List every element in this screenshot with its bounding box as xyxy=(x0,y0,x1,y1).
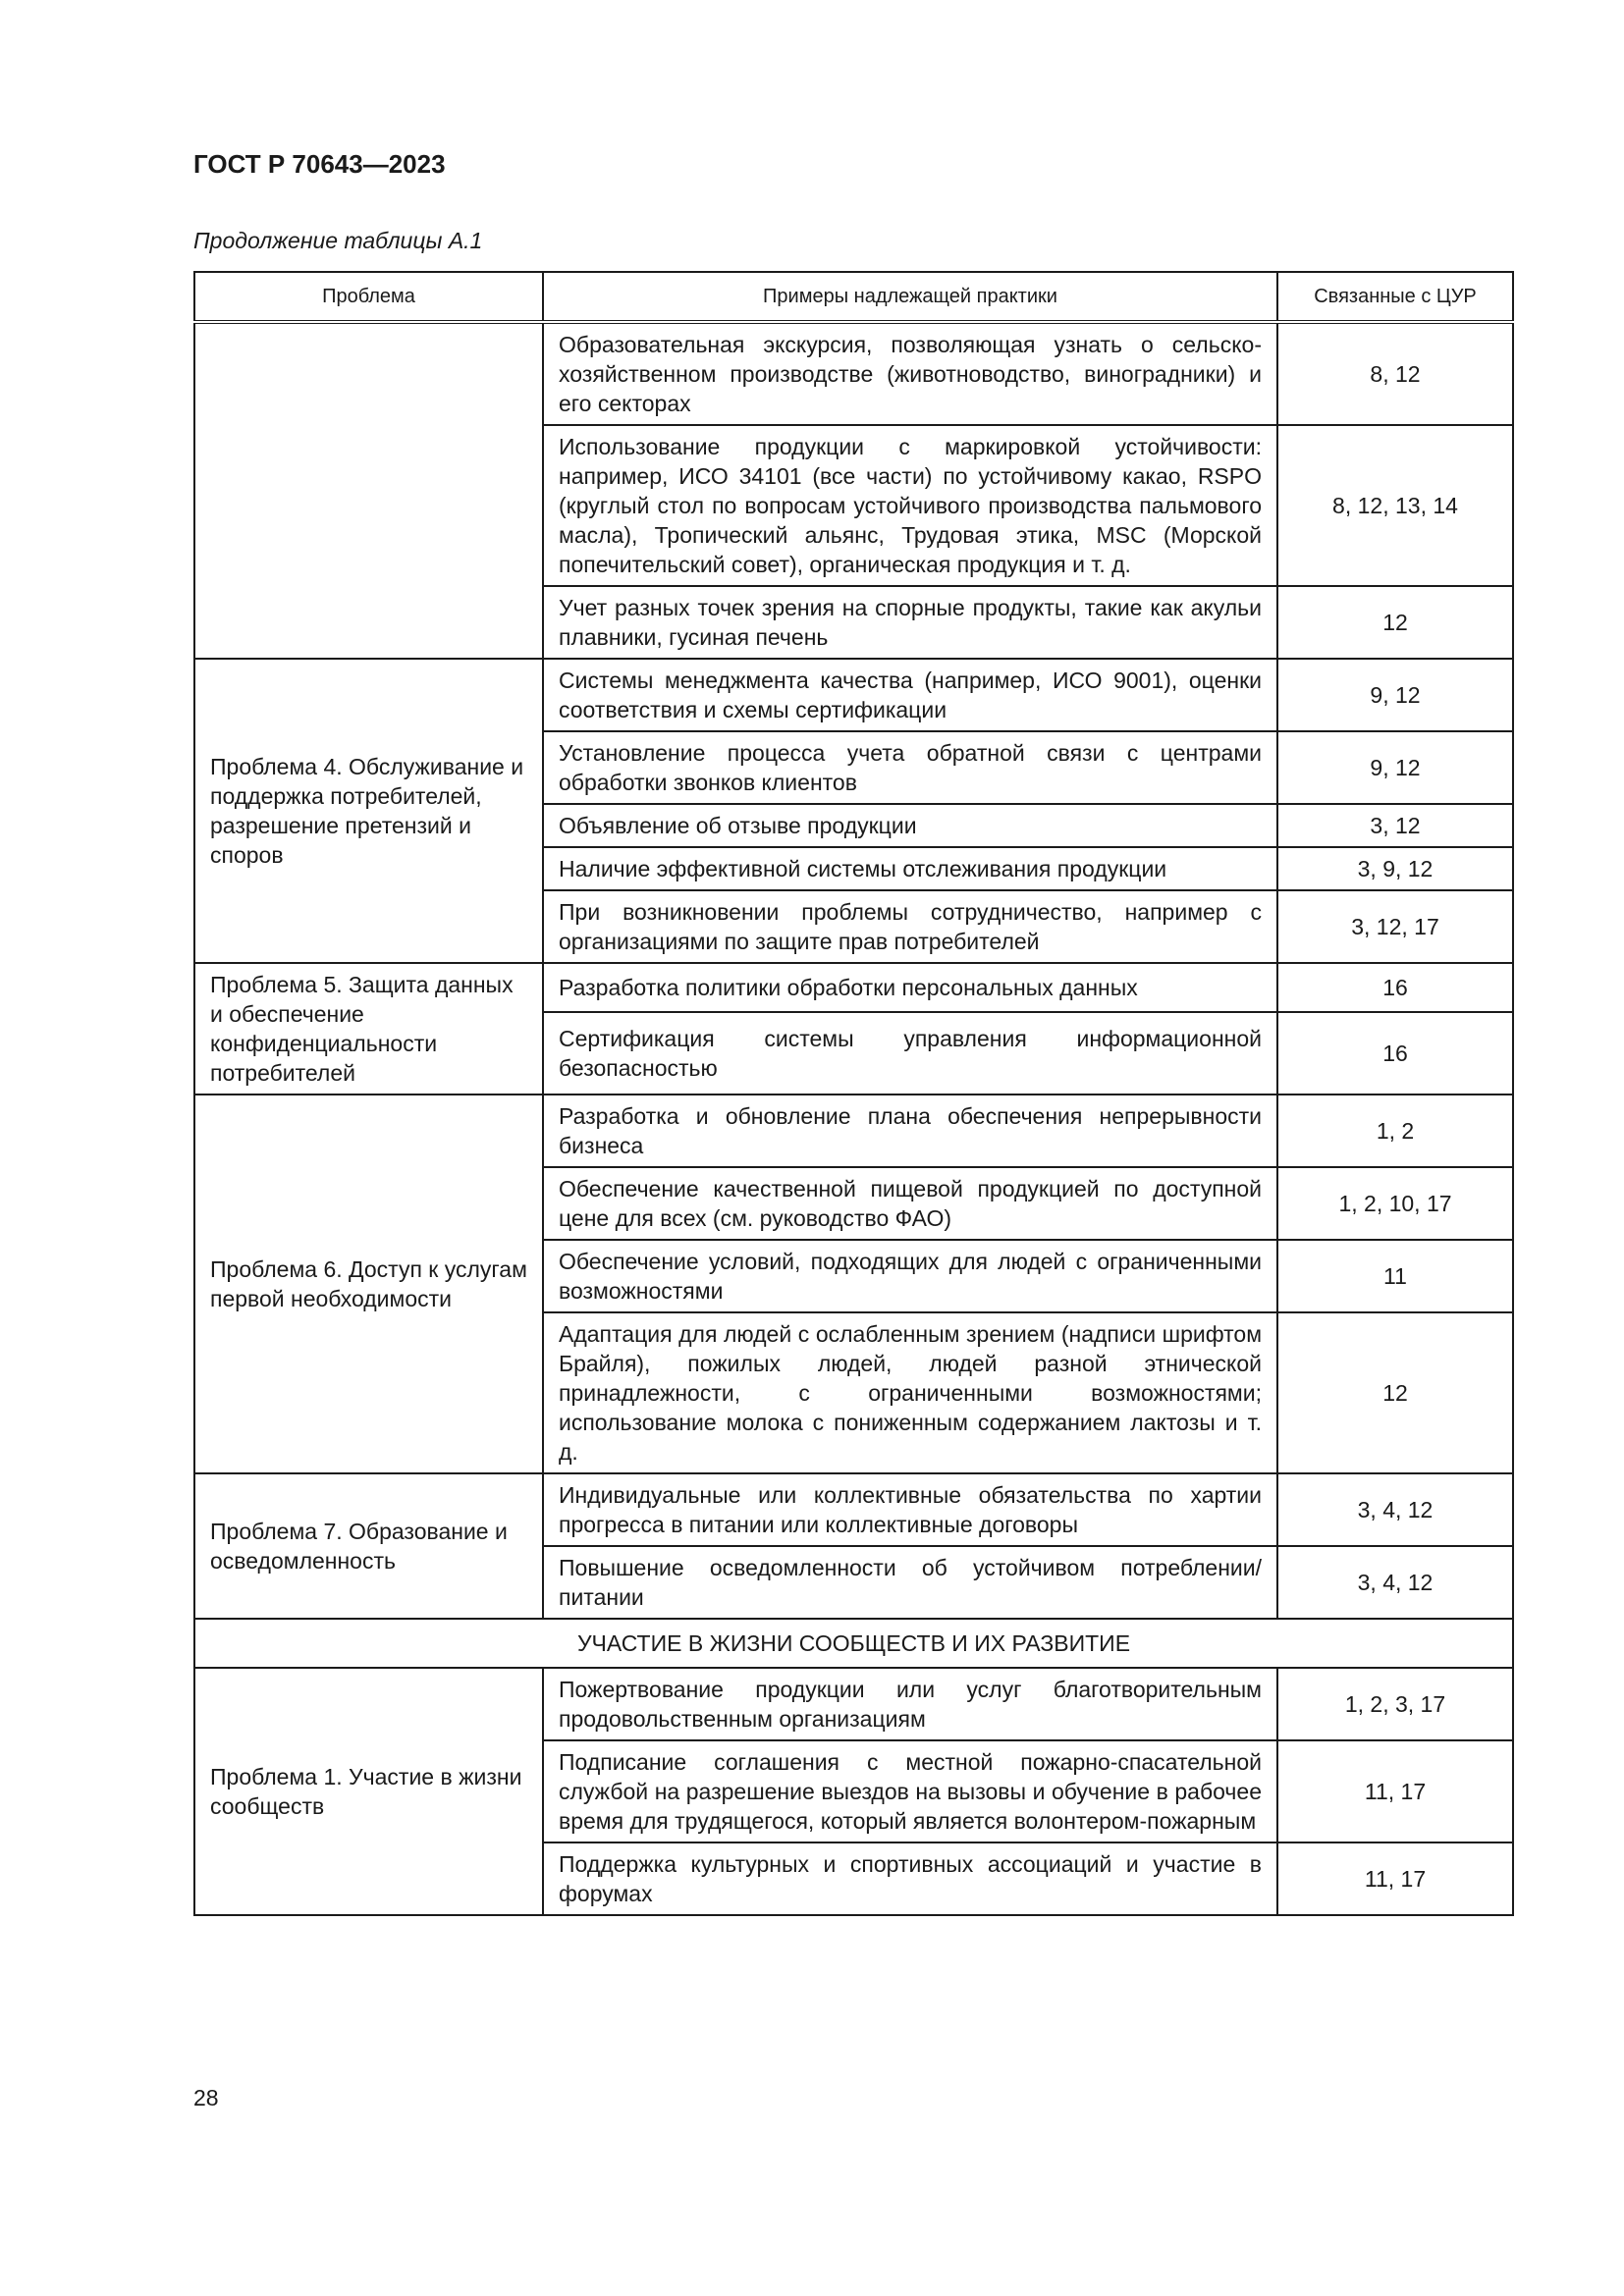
practice-example-cell: Разработка и обновление плана обеспечения непрерывности бизнеса xyxy=(543,1095,1277,1167)
sdg-cell: 3, 4, 12 xyxy=(1277,1473,1513,1546)
practice-example-cell: Объявление об отзыве продукции xyxy=(543,804,1277,847)
problem-cell: Проблема 7. Образование и осведомленность xyxy=(194,1473,543,1619)
table-row xyxy=(194,659,1513,731)
practice-example-cell: Поддержка культурных и спортивных ассоциаций и участие в форумах xyxy=(543,1842,1277,1915)
sdg-cell: 16 xyxy=(1277,963,1513,1012)
sdg-cell: 3, 12 xyxy=(1277,804,1513,847)
page-number: 28 xyxy=(193,2085,219,2110)
practice-example-cell: Образовательная экскурсия, позволяющая узнать о сельскохозяйственном производстве (животноводство, виноградники) и его секторах xyxy=(543,322,1277,425)
problem-cell: Проблема 6. Доступ к услугам первой необходимости xyxy=(194,1095,543,1473)
sdg-cell: 8, 12, 13, 14 xyxy=(1277,425,1513,586)
problem-cell: Проблема 5. Защита данных и обеспечение конфиденциальности потребителей xyxy=(194,963,543,1095)
table-body xyxy=(194,322,1513,1915)
practice-example-cell: Обеспечение условий, подходящих для людей с ограниченными возможностями xyxy=(543,1240,1277,1312)
sdg-cell: 11, 17 xyxy=(1277,1842,1513,1915)
sdg-cell: 1, 2, 3, 17 xyxy=(1277,1668,1513,1740)
sdg-cell: 11, 17 xyxy=(1277,1740,1513,1842)
problem-cell: Проблема 4. Обслуживание и поддержка потребителей, разрешение претензий и споров xyxy=(194,659,543,963)
practice-example-cell: Подписание соглашения с местной пожарно-спасательной службой на разрешение выездов на вызовы и обучение в рабочее время для трудящегося, который является волонтером-пожарным xyxy=(543,1740,1277,1842)
problem-cell xyxy=(194,322,543,659)
practice-example-cell: Сертификация системы управления информационной безопасностью xyxy=(543,1012,1277,1095)
section-row xyxy=(194,1619,1513,1668)
sdg-cell: 16 xyxy=(1277,1012,1513,1095)
table-row xyxy=(194,1473,1513,1546)
practice-example-cell: Использование продукции с маркировкой устойчивости: например, ИСО 34101 (все части) по устойчивому какао, RSPO (круглый стол по вопросам устойчивого производства пальмового масла), Тропический альянс, Трудовая этика, MSC (Морской попечительский совет), органическая продукция и т. д. xyxy=(543,425,1277,586)
sdg-cell: 8, 12 xyxy=(1277,322,1513,425)
practice-example-cell: Наличие эффективной системы отслеживания продукции xyxy=(543,847,1277,890)
sdg-cell: 3, 12, 17 xyxy=(1277,890,1513,963)
problem-cell: Проблема 1. Участие в жизни сообществ xyxy=(194,1668,543,1915)
document-code: ГОСТ Р 70643—2023 xyxy=(193,149,446,179)
practice-example-cell: Установление процесса учета обратной связи с центрами обработки звонков клиентов xyxy=(543,731,1277,804)
practice-example-cell: Повышение осведомленности об устойчивом потреблении/питании xyxy=(543,1546,1277,1619)
column-header-problem: Проблема xyxy=(194,272,543,322)
practice-example-cell: Индивидуальные или коллективные обязательства по хартии прогресса в питании или коллективные договоры xyxy=(543,1473,1277,1546)
table-caption: Продолжение таблицы А.1 xyxy=(193,228,483,253)
sdg-cell: 1, 2, 10, 17 xyxy=(1277,1167,1513,1240)
practice-example-cell: Пожертвование продукции или услуг благотворительным продовольственным организациям xyxy=(543,1668,1277,1740)
sdg-cell: 1, 2 xyxy=(1277,1095,1513,1167)
sdg-cell: 12 xyxy=(1277,586,1513,659)
sdg-cell: 3, 9, 12 xyxy=(1277,847,1513,890)
table-header-row xyxy=(194,272,1513,322)
practice-example-cell: Учет разных точек зрения на спорные продукты, такие как акульи плавники, гусиная печень xyxy=(543,586,1277,659)
sdg-cell: 9, 12 xyxy=(1277,659,1513,731)
practice-example-cell: Системы менеджмента качества (например, ИСО 9001), оценки соответствия и схемы сертификации xyxy=(543,659,1277,731)
sdg-cell: 9, 12 xyxy=(1277,731,1513,804)
column-header-examples: Примеры надлежащей практики xyxy=(543,272,1277,322)
sdg-cell: 11 xyxy=(1277,1240,1513,1312)
practice-example-cell: Адаптация для людей с ослабленным зрением (надписи шрифтом Брайля), пожилых людей, людей разной этнической принадлежности, с ограниченными возможностями; использование молока с пониженным содержанием лактозы и т. д. xyxy=(543,1312,1277,1473)
section-title: УЧАСТИЕ В ЖИЗНИ СООБЩЕСТВ И ИХ РАЗВИТИЕ xyxy=(194,1619,1513,1668)
table-row xyxy=(194,1668,1513,1740)
table-row xyxy=(194,322,1513,425)
practice-example-cell: При возникновении проблемы сотрудничество, например с организациями по защите прав потребителей xyxy=(543,890,1277,963)
column-header-sdg: Связанные с ЦУР xyxy=(1277,272,1513,322)
practices-table xyxy=(193,271,1514,1916)
practice-example-cell: Обеспечение качественной пищевой продукцией по доступной цене для всех (см. руководство ФАО) xyxy=(543,1167,1277,1240)
table-row xyxy=(194,963,1513,1012)
table-row xyxy=(194,1095,1513,1167)
sdg-cell: 3, 4, 12 xyxy=(1277,1546,1513,1619)
practice-example-cell: Разработка политики обработки персональных данных xyxy=(543,963,1277,1012)
sdg-cell: 12 xyxy=(1277,1312,1513,1473)
